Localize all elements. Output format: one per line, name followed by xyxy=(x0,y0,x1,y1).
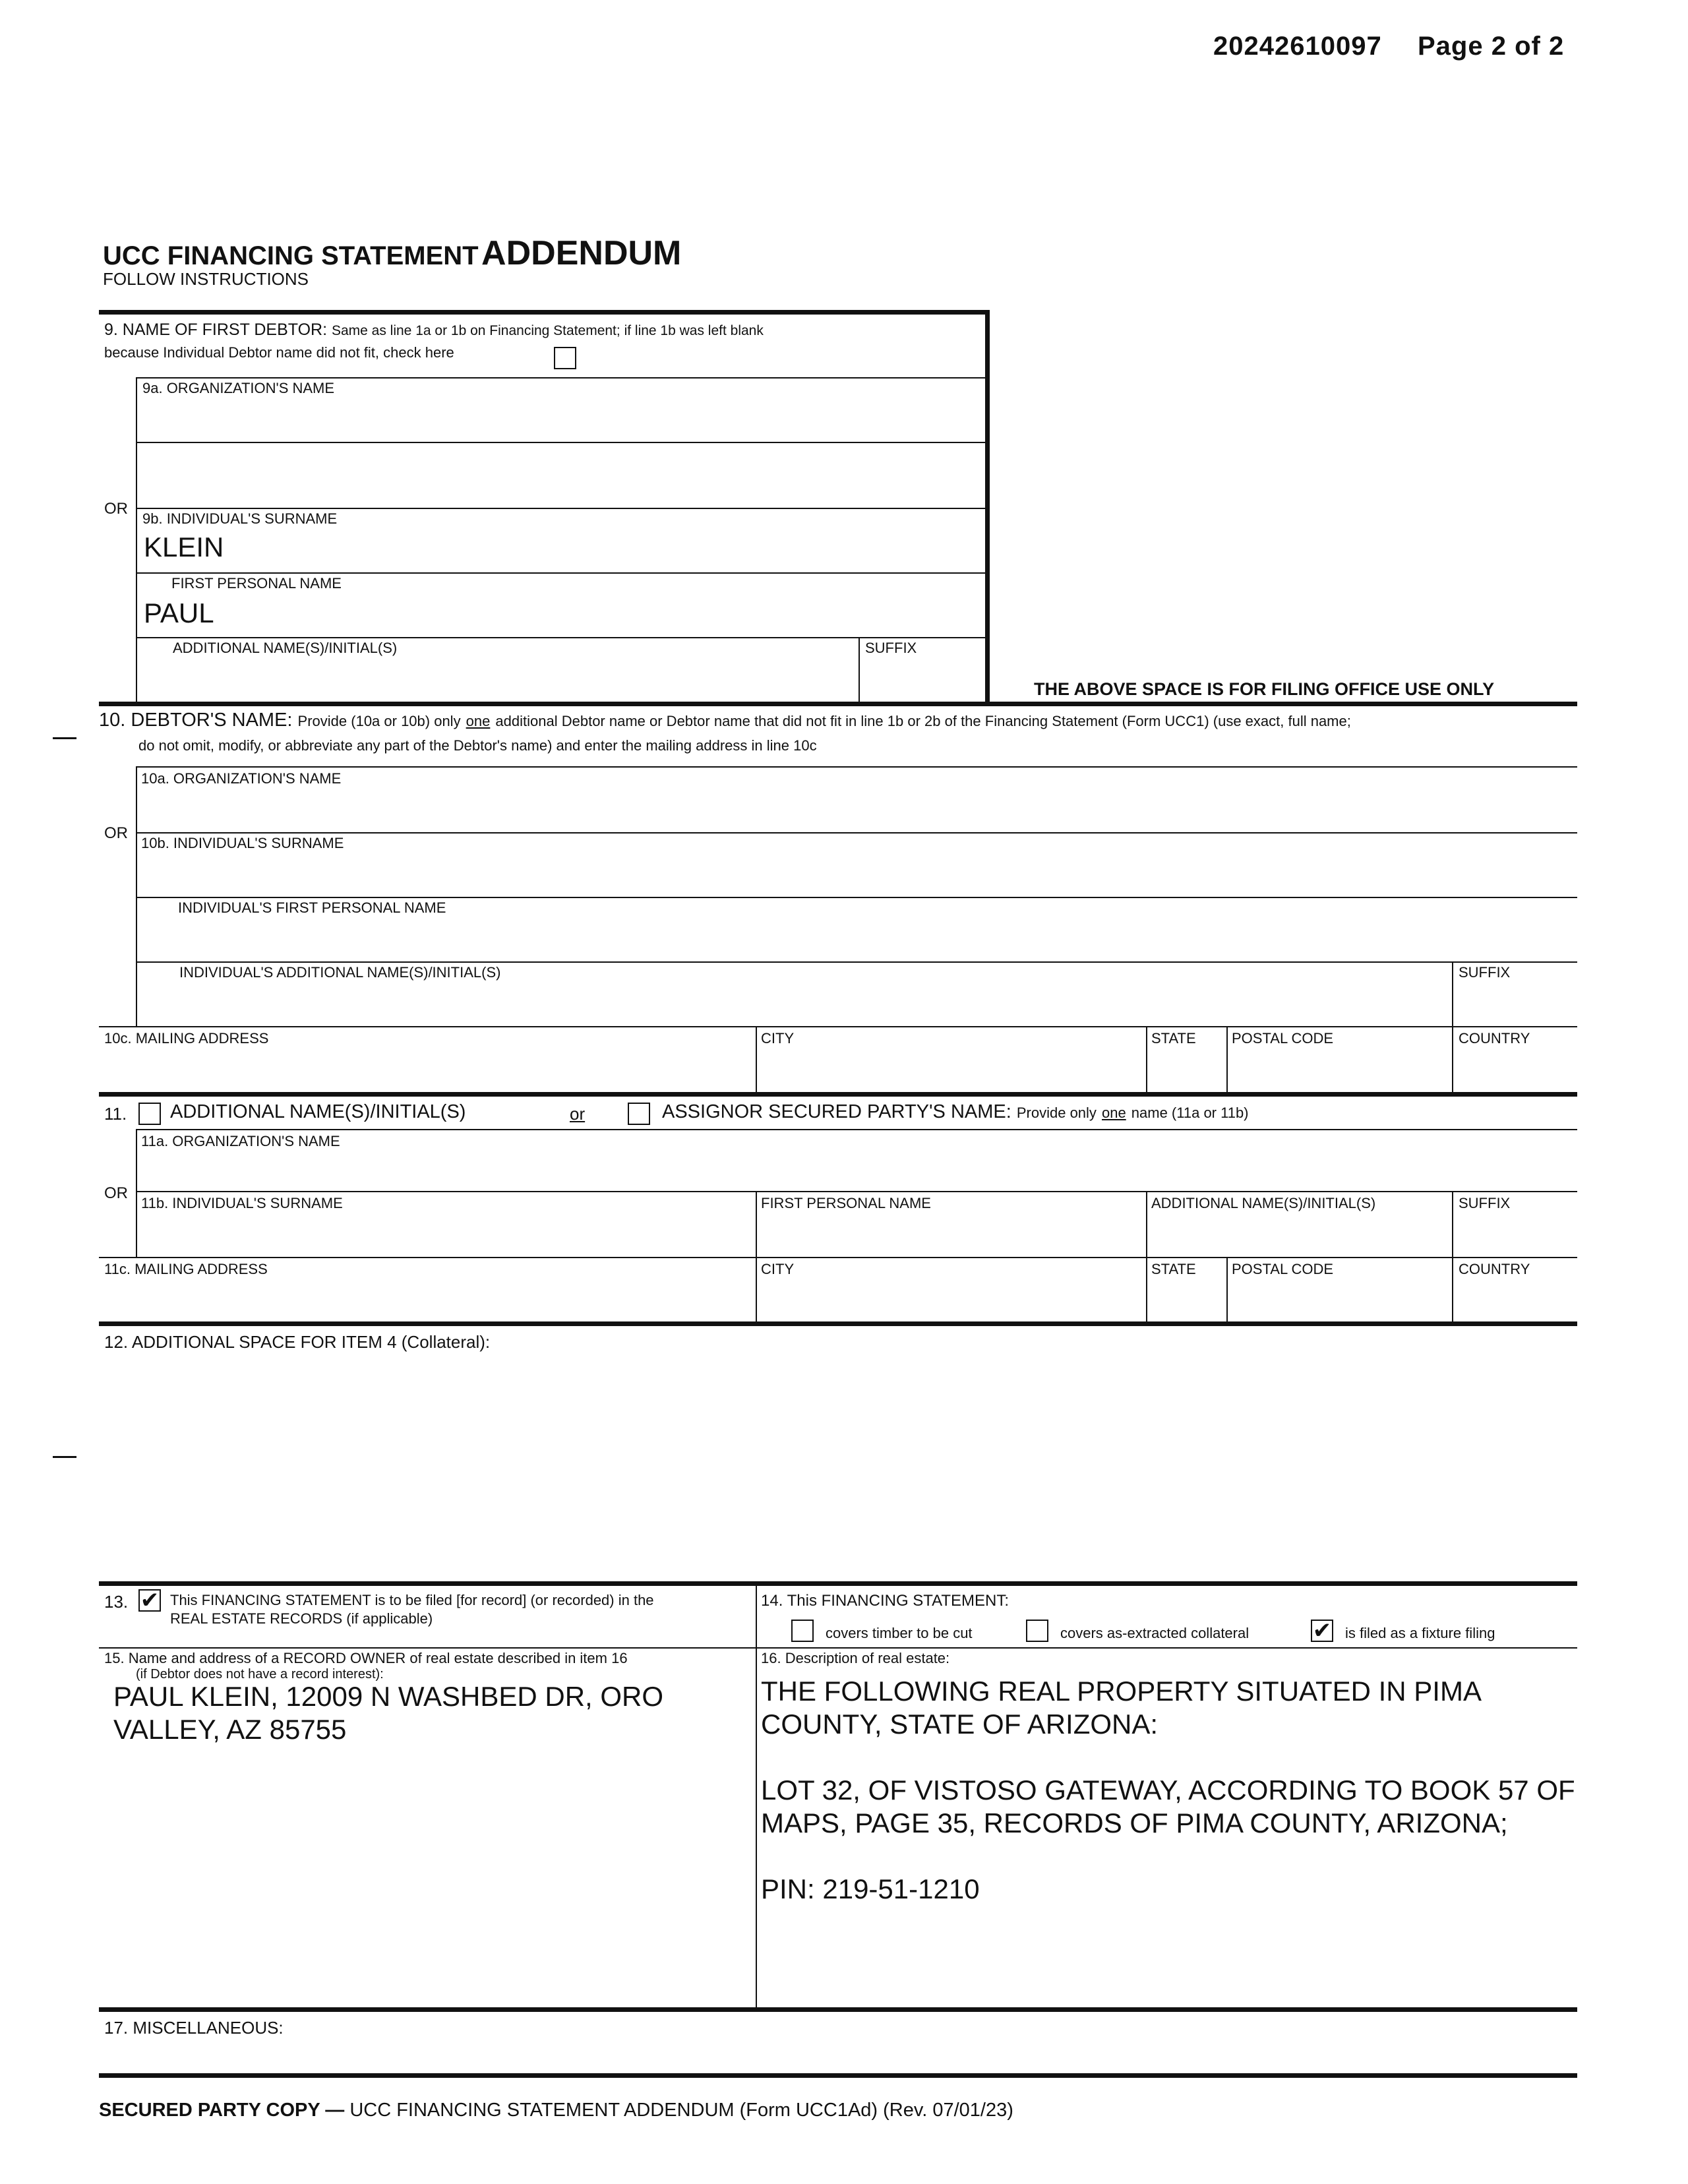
item11-num: 11. xyxy=(104,1104,127,1124)
item10-state-label: STATE xyxy=(1151,1030,1196,1046)
item11-suffix-divider xyxy=(1452,1191,1453,1258)
item10-rule-b xyxy=(136,832,1577,834)
follow-instructions: FOLLOW INSTRUCTIONS xyxy=(103,269,309,289)
item11a-input[interactable] xyxy=(141,1151,1572,1188)
item11-provide-a: Provide only xyxy=(1016,1105,1097,1121)
item10c-address-label: 10c. MAILING ADDRESS xyxy=(104,1030,269,1046)
item11-additional-label: ADDITIONAL NAME(S)/INITIAL(S) xyxy=(170,1101,466,1122)
item15-record-owner-value[interactable]: PAUL KLEIN, 12009 N WASHBED DR, ORO VALLEY, AZ 85755 xyxy=(113,1681,664,1745)
item13-top-rule xyxy=(99,1581,1577,1586)
item11-additional-divider xyxy=(1146,1191,1147,1258)
item12-top-rule xyxy=(99,1321,1577,1326)
item14-extracted-label: covers as-extracted collateral xyxy=(1060,1625,1250,1641)
item10-rule-a xyxy=(136,766,1577,768)
item10-country-label: COUNTRY xyxy=(1459,1030,1530,1046)
item12-collateral-area[interactable] xyxy=(104,1358,1575,1576)
form-title-prefix: UCC FINANCING STATEMENT xyxy=(103,241,479,270)
item13-text-line2: REAL ESTATE RECORDS (if applicable) xyxy=(170,1610,433,1627)
item10-or: OR xyxy=(104,824,128,842)
item10-desc-b: additional Debtor name or Debtor name that did not fit in line 1b or 2b of the Financing Statement (Form UCC1) (use exact, full name; xyxy=(495,713,1351,729)
item13-text-line1: This FINANCING STATEMENT is to be filed [for record] (or recorded) in the xyxy=(170,1592,654,1608)
item12-label: 12. ADDITIONAL SPACE FOR ITEM 4 (Collateral): xyxy=(104,1332,491,1352)
item11b-label: 11b. INDIVIDUAL'S SURNAME xyxy=(141,1195,343,1211)
item9a-input[interactable] xyxy=(142,401,980,438)
item13-num: 13. xyxy=(104,1592,129,1612)
item9a-input-line2[interactable] xyxy=(142,447,980,504)
item11-additional-name-label: ADDITIONAL NAME(S)/INITIAL(S) xyxy=(1151,1195,1376,1211)
item14-checkmark-icon: ✔ xyxy=(1312,1618,1332,1643)
filing-number: 20242610097 xyxy=(1213,32,1382,61)
item11-country-divider xyxy=(1452,1257,1453,1323)
item10a-label: 10a. ORGANIZATION'S NAME xyxy=(141,770,342,787)
item10-postal-label: POSTAL CODE xyxy=(1232,1030,1334,1046)
item9-suffix-label: SUFFIX xyxy=(865,640,917,656)
item11-assignor-label: ASSIGNOR SECURED PARTY'S NAME: xyxy=(662,1101,1011,1122)
item11-suffix-label: SUFFIX xyxy=(1459,1195,1511,1211)
item9-heading xyxy=(104,322,764,338)
item10-desc-a: Provide (10a or 10b) only xyxy=(297,713,461,729)
item10-rule-e xyxy=(99,1026,1577,1027)
item11-country-label: COUNTRY xyxy=(1459,1261,1530,1277)
page-indicator: Page 2 of 2 xyxy=(1418,32,1565,61)
item11-or: OR xyxy=(104,1184,128,1202)
item11-provide-one: one xyxy=(1102,1105,1126,1121)
item10-title: 10. DEBTOR'S NAME: xyxy=(99,710,293,731)
item9-title: 9. NAME OF FIRST DEBTOR: xyxy=(104,320,328,339)
item11-top-rule xyxy=(99,1092,1577,1097)
item14-timber-label: covers timber to be cut xyxy=(826,1625,973,1641)
item11-rule-c xyxy=(99,1257,1577,1258)
item9-desc1: Same as line 1a or 1b on Financing Statement; if line 1b was left blank xyxy=(331,323,764,338)
footer-text xyxy=(99,2101,1013,2120)
item11-state-divider xyxy=(1146,1257,1147,1323)
item17-top-rule xyxy=(99,2007,1577,2012)
item9-suffix-divider xyxy=(859,637,860,703)
footer-form-id: UCC FINANCING STATEMENT ADDENDUM (Form UCC1Ad) (Rev. 07/01/23) xyxy=(349,2100,1013,2121)
item11-first-divider xyxy=(756,1191,757,1258)
item16-description-value[interactable]: THE FOLLOWING REAL PROPERTY SITUATED IN PIMA COUNTY, STATE OF ARIZONA: LOT 32, OF VISTOSO GATEWAY, ACCORDING TO BOOK 57 OF MAPS, PAGE 35, RECORDS OF PIMA COUNTY, ARIZONA; PIN: 219-51-1210 xyxy=(761,1676,1575,1904)
item10-heading xyxy=(99,711,1351,730)
item10-suffix-label: SUFFIX xyxy=(1459,964,1511,981)
item13-checkmark-icon: ✔ xyxy=(140,1588,160,1613)
item17-label: 17. MISCELLANEOUS: xyxy=(104,2018,284,2038)
footer-rule xyxy=(99,2073,1577,2078)
item10-state-divider xyxy=(1146,1026,1147,1092)
item9-or: OR xyxy=(104,500,128,518)
item10b-label: 10b. INDIVIDUAL'S SURNAME xyxy=(141,835,344,851)
item11-rule-b xyxy=(136,1191,1577,1192)
item10-city-divider xyxy=(756,1026,757,1092)
item10-additional-label: INDIVIDUAL'S ADDITIONAL NAME(S)/INITIAL(S) xyxy=(179,964,501,981)
item10-rule-c xyxy=(136,897,1577,898)
item9-additional-label: ADDITIONAL NAME(S)/INITIAL(S) xyxy=(173,640,398,656)
item10-first-input[interactable] xyxy=(141,919,1572,959)
item11-city-divider xyxy=(756,1257,757,1323)
item9-same-checkbox[interactable] xyxy=(554,347,576,369)
item10-desc2: do not omit, modify, or abbreviate any part of the Debtor's name) and enter the mailing address in line 10c xyxy=(138,737,817,754)
item11-provide-b: name (11a or 11b) xyxy=(1131,1105,1249,1121)
item9-rule-d xyxy=(136,572,986,574)
item14-label: 14. This FINANCING STATEMENT: xyxy=(761,1592,1010,1610)
item16-label: 16. Description of real estate: xyxy=(761,1650,950,1666)
item9-desc2: because Individual Debtor name did not fit, check here xyxy=(104,344,454,361)
item11-additional-checkbox[interactable] xyxy=(138,1103,161,1125)
item10-top-rule xyxy=(99,702,1577,706)
item10-postal-divider xyxy=(1226,1026,1228,1092)
item11-state-label: STATE xyxy=(1151,1261,1196,1277)
item10a-input[interactable] xyxy=(141,790,1572,830)
item11-first-label: FIRST PERSONAL NAME xyxy=(761,1195,931,1211)
item11-postal-divider xyxy=(1226,1257,1228,1323)
item9-rule-a xyxy=(136,377,986,379)
item11-assignor-checkbox[interactable] xyxy=(628,1103,650,1125)
footer-copy-type: SECURED PARTY COPY — xyxy=(99,2100,345,2121)
item14-extracted-checkbox[interactable] xyxy=(1026,1620,1048,1642)
item10-desc-one: one xyxy=(466,713,491,729)
item9b-surname-value[interactable]: KLEIN xyxy=(144,531,224,562)
item13-checkbox[interactable] xyxy=(138,1589,161,1612)
item9-top-rule xyxy=(99,310,989,315)
item11-or-word: or xyxy=(570,1104,586,1124)
item11a-label: 11a. ORGANIZATION'S NAME xyxy=(141,1133,340,1149)
item14-timber-checkbox[interactable] xyxy=(791,1620,814,1642)
item9-left-rule xyxy=(136,377,137,703)
item9a-label: 9a. ORGANIZATION'S NAME xyxy=(142,380,335,396)
item10-suffix-divider xyxy=(1452,961,1453,1027)
item11-rule-a xyxy=(136,1129,1577,1130)
item9-first-name-label: FIRST PERSONAL NAME xyxy=(171,575,342,592)
margin-tick-upper xyxy=(53,737,76,739)
item10-rule-d xyxy=(136,961,1577,963)
item15-sublabel: (if Debtor does not have a record interest): xyxy=(136,1667,384,1682)
item10-city-label: CITY xyxy=(761,1030,795,1046)
item14-fixture-checkbox[interactable] xyxy=(1311,1620,1333,1642)
item11-assignor-heading xyxy=(662,1103,1249,1122)
item11-city-label: CITY xyxy=(761,1261,795,1277)
item9b-label: 9b. INDIVIDUAL'S SURNAME xyxy=(142,510,338,527)
item9-rule-c xyxy=(136,508,986,509)
form-title xyxy=(103,233,681,273)
item11-postal-label: POSTAL CODE xyxy=(1232,1261,1334,1277)
form-title-main: ADDENDUM xyxy=(481,234,682,272)
item11c-address-label: 11c. MAILING ADDRESS xyxy=(104,1261,268,1277)
item10-country-divider xyxy=(1452,1026,1453,1092)
item15-top-rule xyxy=(99,1647,1577,1649)
item15-label: 15. Name and address of a RECORD OWNER of real estate described in item 16 xyxy=(104,1650,628,1666)
item9-first-name-value[interactable]: PAUL xyxy=(144,597,214,628)
office-use-note: THE ABOVE SPACE IS FOR FILING OFFICE USE ONLY xyxy=(1034,679,1495,699)
margin-tick-lower xyxy=(53,1456,76,1458)
items13-16-center-rule xyxy=(756,1585,757,2009)
item10b-input[interactable] xyxy=(141,855,1572,894)
item9-right-rule xyxy=(985,310,990,703)
item11-left-rule xyxy=(136,1129,137,1258)
item17-input[interactable] xyxy=(104,2042,1575,2068)
item10-first-label: INDIVIDUAL'S FIRST PERSONAL NAME xyxy=(178,899,446,916)
item9-rule-b xyxy=(136,442,986,443)
item14-fixture-label: is filed as a fixture filing xyxy=(1345,1625,1495,1641)
